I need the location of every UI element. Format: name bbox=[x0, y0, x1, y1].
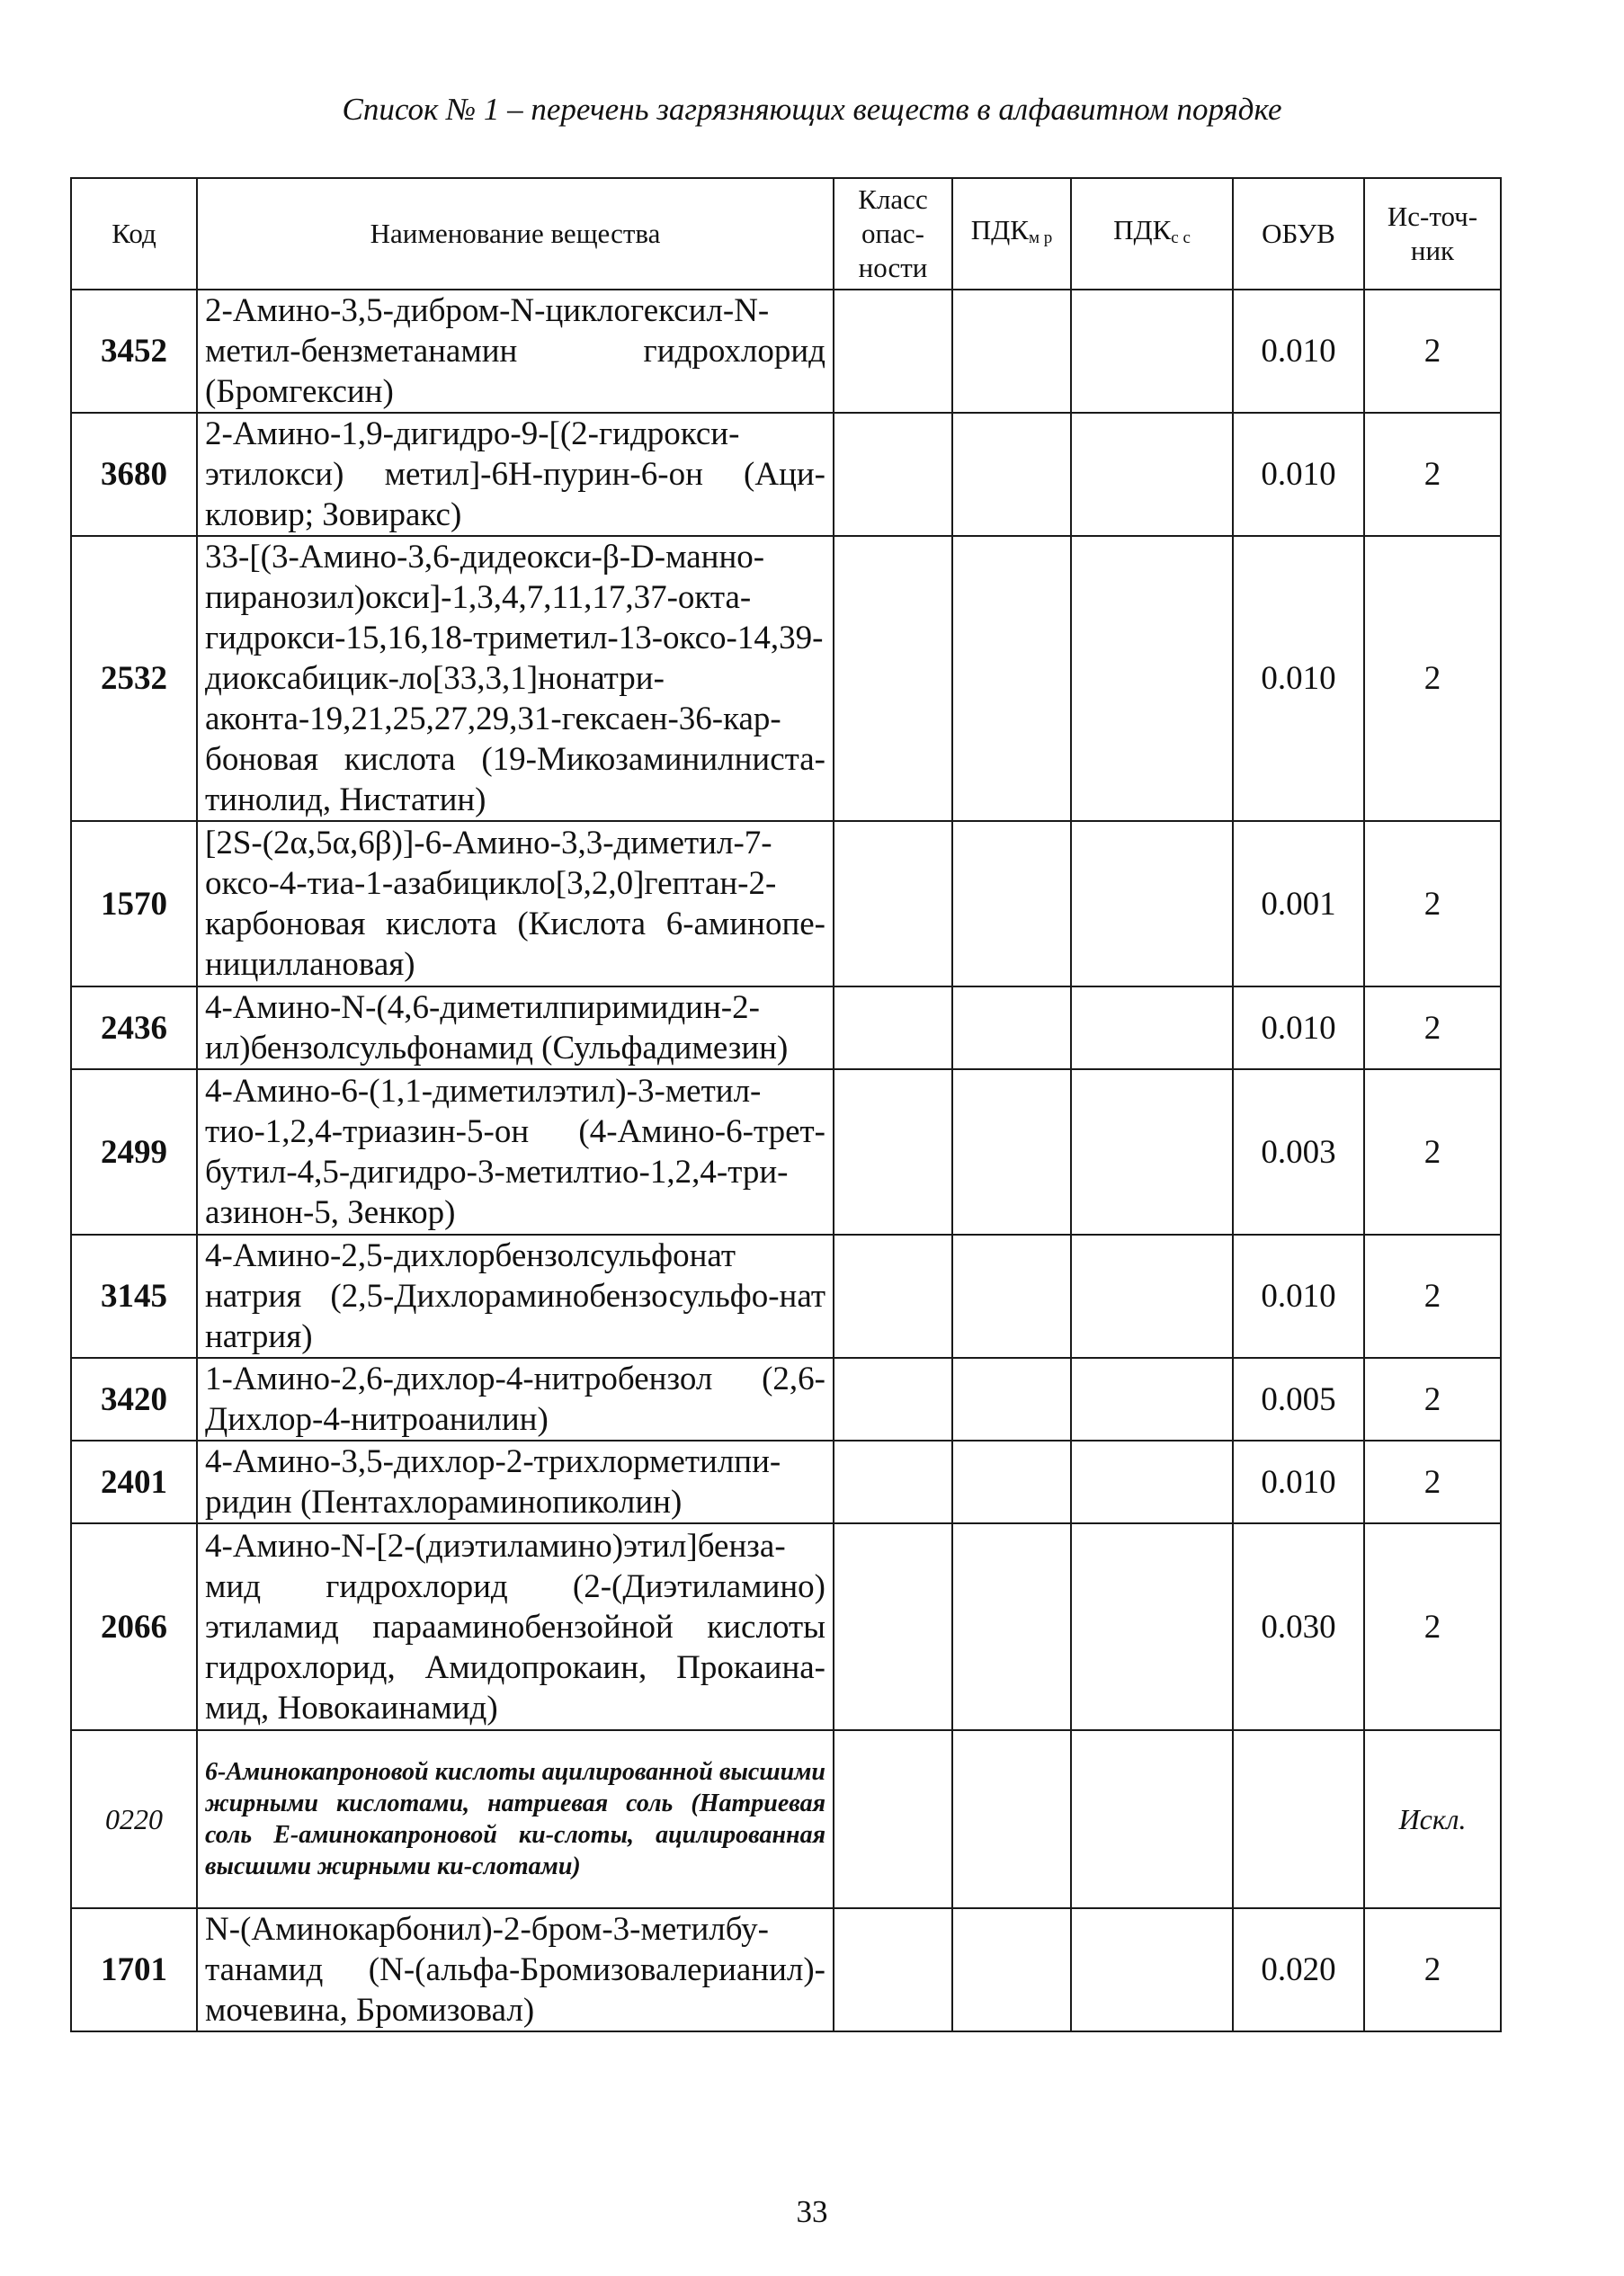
cell-code: 3680 bbox=[71, 413, 197, 536]
cell-hazard-class bbox=[834, 1523, 952, 1730]
cell-obuv: 0.010 bbox=[1233, 413, 1364, 536]
cell-hazard-class bbox=[834, 986, 952, 1069]
table-row bbox=[71, 1441, 1501, 1523]
cell-source: 2 bbox=[1364, 986, 1501, 1069]
cell-source: 2 bbox=[1364, 1235, 1501, 1358]
cell-code: 0220 bbox=[71, 1730, 197, 1908]
cell-code: 2436 bbox=[71, 986, 197, 1069]
cell-source: 2 bbox=[1364, 1908, 1501, 2031]
cell-name: [2S-(2α,5α,6β)]-6-Амино-3,3-диметил-7-оксо-4-тиа-1-азабицикло[3,2,0]гептан-2-карбоновая кислота (Кислота 6-аминопе-нициллановая) bbox=[197, 821, 834, 986]
cell-code: 2532 bbox=[71, 536, 197, 821]
cell-code: 2499 bbox=[71, 1069, 197, 1235]
header-pdk-mr bbox=[952, 178, 1071, 290]
cell-name: 4-Амино-N-[2-(диэтиламино)этил]бенза-мид гидрохлорид (2-(Диэтиламино) этиламид парааминобензойной кислоты гидрохлорид, Амидопрокаин, Прокаина-мид, Новокаинамид) bbox=[197, 1523, 834, 1730]
table-row bbox=[71, 986, 1501, 1069]
table-row bbox=[71, 290, 1501, 413]
cell-name: 4-Амино-N-(4,6-диметилпиримидин-2-ил)бензолсульфонамид (Сульфадимезин) bbox=[197, 986, 834, 1069]
cell-code: 3420 bbox=[71, 1358, 197, 1441]
cell-name: 2-Амино-1,9-дигидро-9-[(2-гидрокси-этилокси) метил]-6H-пурин-6-он (Аци-кловир; Зовиракс) bbox=[197, 413, 834, 536]
cell-obuv: 0.010 bbox=[1233, 536, 1364, 821]
cell-obuv: 0.010 bbox=[1233, 290, 1364, 413]
cell-pdk-mr bbox=[952, 821, 1071, 986]
page-number: 33 bbox=[796, 2194, 828, 2229]
cell-pdk-mr bbox=[952, 1358, 1071, 1441]
cell-hazard-class bbox=[834, 821, 952, 986]
cell-obuv: 0.010 bbox=[1233, 1441, 1364, 1523]
cell-obuv: 0.010 bbox=[1233, 1235, 1364, 1358]
cell-pdk-ss bbox=[1071, 1358, 1233, 1441]
cell-name: 4-Амино-6-(1,1-диметилэтил)-3-метил-тио-1,2,4-триазин-5-он (4-Амино-6-трет-бутил-4,5-дигидро-3-метилтио-1,2,4-три-азинон-5, Зенкор) bbox=[197, 1069, 834, 1235]
cell-hazard-class bbox=[834, 413, 952, 536]
cell-code: 2401 bbox=[71, 1441, 197, 1523]
cell-pdk-ss bbox=[1071, 1235, 1233, 1358]
cell-code: 3452 bbox=[71, 290, 197, 413]
cell-source: 2 bbox=[1364, 821, 1501, 986]
cell-obuv: 0.001 bbox=[1233, 821, 1364, 986]
cell-pdk-mr bbox=[952, 536, 1071, 821]
header-pdk-ss-sub: с с bbox=[1171, 228, 1191, 247]
cell-hazard-class bbox=[834, 1358, 952, 1441]
cell-name: 4-Амино-3,5-дихлор-2-трихлорметилпи-ридин (Пентахлораминопиколин) bbox=[197, 1441, 834, 1523]
cell-pdk-mr bbox=[952, 1523, 1071, 1730]
table-row bbox=[71, 1908, 1501, 2031]
cell-source: Искл. bbox=[1364, 1730, 1501, 1908]
cell-pdk-ss bbox=[1071, 1441, 1233, 1523]
header-obuv: ОБУВ bbox=[1233, 178, 1364, 290]
header-pdk-mr-base: ПДК bbox=[970, 213, 1029, 245]
header-pdk-mr-sub: м р bbox=[1028, 228, 1053, 247]
cell-code: 3145 bbox=[71, 1235, 197, 1358]
cell-obuv: 0.030 bbox=[1233, 1523, 1364, 1730]
cell-pdk-ss bbox=[1071, 1730, 1233, 1908]
substances-table bbox=[70, 177, 1502, 2032]
table-row bbox=[71, 536, 1501, 821]
cell-hazard-class bbox=[834, 1235, 952, 1358]
cell-pdk-mr bbox=[952, 1441, 1071, 1523]
cell-name: 2-Амино-3,5-дибром-N-циклогексил-N-метил-бензметанамин гидрохлорид (Бромгексин) bbox=[197, 290, 834, 413]
cell-pdk-mr bbox=[952, 413, 1071, 536]
table-row bbox=[71, 413, 1501, 536]
cell-obuv: 0.010 bbox=[1233, 986, 1364, 1069]
header-code: Код bbox=[71, 178, 197, 290]
cell-obuv: 0.020 bbox=[1233, 1908, 1364, 2031]
table-row bbox=[71, 1358, 1501, 1441]
header-pdk-ss-base: ПДК bbox=[1113, 213, 1172, 245]
cell-pdk-mr bbox=[952, 1069, 1071, 1235]
cell-obuv: 0.005 bbox=[1233, 1358, 1364, 1441]
table-row bbox=[71, 821, 1501, 986]
cell-pdk-mr bbox=[952, 1235, 1071, 1358]
cell-pdk-ss bbox=[1071, 1523, 1233, 1730]
cell-name: 1-Амино-2,6-дихлор-4-нитробензол (2,6-Дихлор-4-нитроанилин) bbox=[197, 1358, 834, 1441]
cell-pdk-mr bbox=[952, 1908, 1071, 2031]
cell-source: 2 bbox=[1364, 536, 1501, 821]
cell-source: 2 bbox=[1364, 290, 1501, 413]
table-row bbox=[71, 1523, 1501, 1730]
cell-pdk-ss bbox=[1071, 1069, 1233, 1235]
cell-name: 33-[(3-Амино-3,6-дидеокси-β-D-манно-пиранозил)окси]-1,3,4,7,11,17,37-окта-гидрокси-15,16,18-триметил-13-оксо-14,39-диоксабицик-ло[33,3,1]нонатри-аконта-19,21,25,27,29,31-гексаен-36-кар-боновая кислота (19-Микозаминилниста-тинолид, Нистатин) bbox=[197, 536, 834, 821]
cell-name: N-(Аминокарбонил)-2-бром-3-метилбу-танамид (N-(альфа-Бромизовалерианил)-мочевина, Бромизовал) bbox=[197, 1908, 834, 2031]
header-name: Наименование вещества bbox=[197, 178, 834, 290]
table-row bbox=[71, 1235, 1501, 1358]
cell-obuv bbox=[1233, 1730, 1364, 1908]
header-source: Ис-точ-ник bbox=[1364, 178, 1501, 290]
cell-pdk-mr bbox=[952, 986, 1071, 1069]
cell-hazard-class bbox=[834, 290, 952, 413]
cell-source: 2 bbox=[1364, 1069, 1501, 1235]
table-row bbox=[71, 1730, 1501, 1908]
cell-source: 2 bbox=[1364, 1358, 1501, 1441]
page-title: Список № 1 – перечень загрязняющих веществ в алфавитном порядке bbox=[342, 92, 1282, 127]
cell-code: 1701 bbox=[71, 1908, 197, 2031]
cell-code: 2066 bbox=[71, 1523, 197, 1730]
header-row bbox=[71, 178, 1501, 290]
cell-hazard-class bbox=[834, 1441, 952, 1523]
cell-pdk-ss bbox=[1071, 290, 1233, 413]
cell-pdk-ss bbox=[1071, 986, 1233, 1069]
cell-hazard-class bbox=[834, 536, 952, 821]
table-row bbox=[71, 1069, 1501, 1235]
cell-hazard-class bbox=[834, 1908, 952, 2031]
cell-code: 1570 bbox=[71, 821, 197, 986]
cell-pdk-ss bbox=[1071, 821, 1233, 986]
header-hazard-class: Класс опас-ности bbox=[834, 178, 952, 290]
cell-pdk-mr bbox=[952, 290, 1071, 413]
cell-source: 2 bbox=[1364, 413, 1501, 536]
cell-obuv: 0.003 bbox=[1233, 1069, 1364, 1235]
cell-hazard-class bbox=[834, 1730, 952, 1908]
table-body bbox=[71, 290, 1501, 2031]
cell-pdk-mr bbox=[952, 1730, 1071, 1908]
cell-source: 2 bbox=[1364, 1441, 1501, 1523]
cell-hazard-class bbox=[834, 1069, 952, 1235]
cell-pdk-ss bbox=[1071, 413, 1233, 536]
cell-pdk-ss bbox=[1071, 1908, 1233, 2031]
cell-name: 6-Аминокапроновой кислоты ацилированной высшими жирными кислотами, натриевая соль (Натриевая соль Е-аминокапроновой ки-слоты, ацилированная высшими жирными ки-слотами) bbox=[197, 1730, 834, 1908]
cell-pdk-ss bbox=[1071, 536, 1233, 821]
header-pdk-ss bbox=[1071, 178, 1233, 290]
cell-name: 4-Амино-2,5-дихлорбензолсульфонат натрия (2,5-Дихлораминобензосульфо-нат натрия) bbox=[197, 1235, 834, 1358]
cell-source: 2 bbox=[1364, 1523, 1501, 1730]
